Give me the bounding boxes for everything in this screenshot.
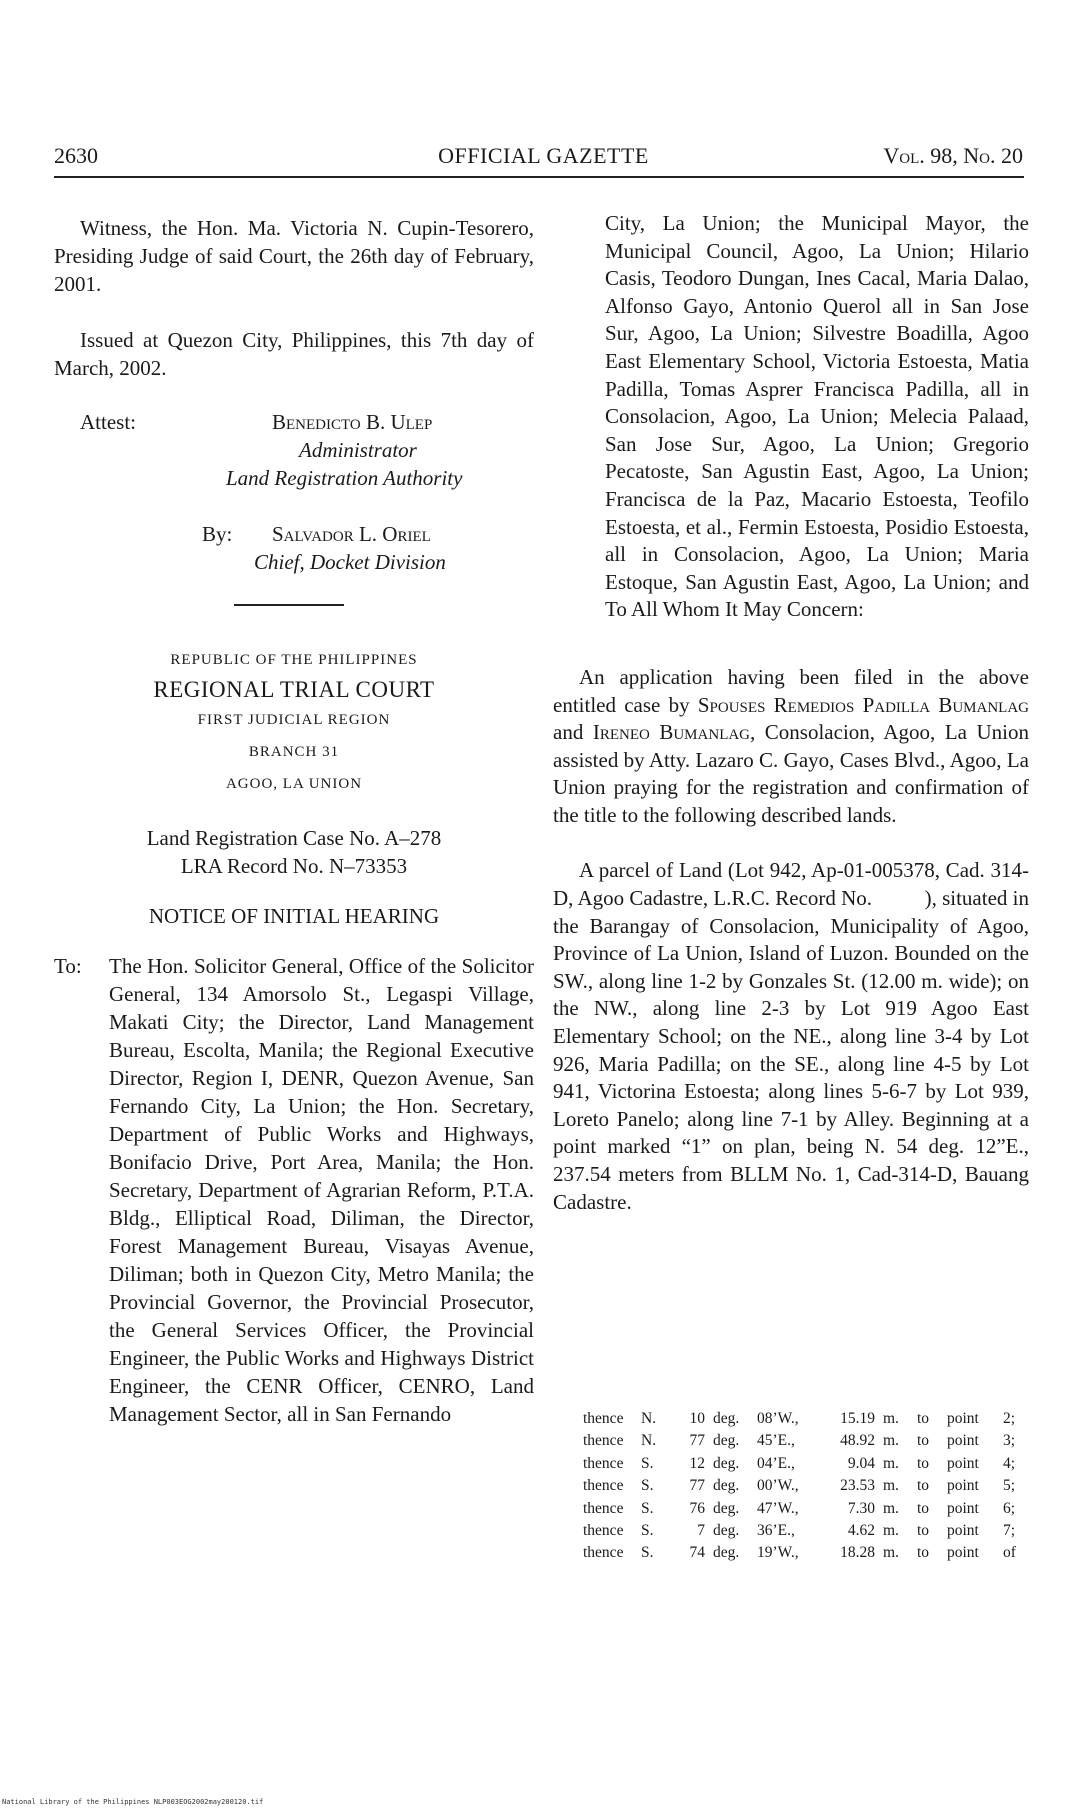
bearing-cell: to	[917, 1499, 930, 1517]
bearing-cell: to	[917, 1544, 930, 1562]
bearing-cell: S.	[641, 1522, 654, 1540]
bearing-cell: m.	[883, 1432, 899, 1450]
application-text-2: and	[553, 720, 593, 745]
application-paragraph	[553, 664, 1029, 830]
bearing-cell: m.	[883, 1477, 899, 1495]
lra-record-number: LRA Record No. N–73353	[180, 854, 408, 878]
applicant-name-2: Ireneo Bumanlag	[592, 720, 751, 745]
bearing-cell: 23.53	[840, 1477, 875, 1495]
case-numbers	[54, 824, 534, 880]
to-label: To:	[54, 954, 82, 978]
bearing-cell: 4;	[1003, 1454, 1016, 1472]
bearing-cell: 45’E.,	[757, 1432, 795, 1450]
bearing-cell: deg.	[713, 1454, 740, 1472]
bearing-cell: to	[917, 1410, 930, 1427]
bearing-cell: to	[917, 1454, 930, 1472]
bearing-cell: thence	[583, 1499, 624, 1517]
region-line: FIRST JUDICIAL REGION	[197, 712, 391, 728]
bearing-cell: 9.04	[847, 1454, 875, 1472]
place-line: AGOO, LA UNION	[225, 776, 363, 792]
bearing-cell: deg.	[713, 1522, 740, 1540]
bearing-cell: 36’E.,	[757, 1522, 795, 1540]
bearing-cell: 76	[689, 1499, 705, 1517]
bearing-cell: S.	[641, 1454, 654, 1472]
bearing-cell: 00’W.,	[757, 1477, 799, 1495]
bearing-cell: deg.	[713, 1499, 740, 1517]
attest-name: Benedicto B. Ulep	[272, 410, 433, 434]
bearing-cell: S.	[641, 1544, 654, 1562]
bearing-cell: 08’W.,	[757, 1410, 799, 1427]
parcel-description: A parcel of Land (Lot 942, Ap-01-005378, Cad. 314-D, Agoo Cadastre, L.R.C. Record No. ), situated in the Barangay of Consolacion, Municipality of Agoo, Province of La Union, Island of Luzon. Bounded on the SW., along line 1-2 by Gonzales St. (12.00 m. wide); on the NW., along line 2-3 by Lot 919 Agoo East Elementary School; on the NE., along line 3-4 by Lot 926, Maria Padilla; on the SE., along line 4-5 by Lot 941, Victorina Estoesta; along lines 5-6-7 by Lot 939, Loreto Panelo; along line 7-1 by Alley. Beginning at a point marked “1” on plan, being N. 54 deg. 12”E., 237.54 meters from BLLM No. 1, Cad-314-D, Bauang Cadastre.	[553, 858, 1035, 1214]
scan-footer: National Library of the Philippines NLP003EOG2002may200120.tif	[2, 1798, 264, 1806]
bearing-cell: to	[917, 1477, 930, 1495]
bearing-cell: point	[947, 1499, 979, 1517]
notice-title: NOTICE OF INITIAL HEARING	[148, 904, 440, 928]
bearing-cell: m.	[883, 1410, 899, 1427]
bearing-cell: 12	[689, 1454, 705, 1472]
bearing-cell: N.	[641, 1410, 657, 1427]
bearing-cell: m.	[883, 1544, 899, 1562]
bearing-cell: 18.28	[840, 1544, 875, 1562]
bearing-row	[583, 1430, 1033, 1452]
right-column	[553, 210, 1035, 1216]
bearing-row	[583, 1498, 1033, 1520]
bearing-cell: m.	[883, 1522, 899, 1540]
case-number: Land Registration Case No. A–278	[146, 826, 442, 850]
volume-number: Vol. 98, No. 20	[883, 143, 1023, 168]
bearing-cell: 5;	[1003, 1477, 1016, 1495]
attest-block	[54, 408, 534, 574]
bearing-cell: 4.62	[847, 1522, 875, 1540]
section-divider	[234, 604, 344, 606]
bearing-cell: thence	[583, 1432, 624, 1450]
application-text-1: An application having been filed in the above entitled case by	[553, 664, 1029, 717]
bearing-cell: N.	[641, 1432, 657, 1450]
bearing-cell: m.	[883, 1499, 899, 1517]
bearing-cell: to	[917, 1522, 930, 1540]
addressee-list: The Hon. Solicitor General, Office of the Solicitor General, 134 Amorsolo St., Legaspi Village, Makati City; the Director, Land Management Bureau, Escolta, Manila; the Regional Executive Director, Region I, DENR, Quezon Avenue, San Fernando City, La Union; the Hon. Secretary, Department of Public Works and Highways, Bonifacio Drive, Port Area, Manila; the Hon. Secretary, Department of Agrarian Reform, P.T.A. Bldg., Elliptical Road, Diliman, the Director, Forest Management Bureau, Visayas Avenue, Diliman; both in Quezon City, Metro Manila; the Provincial Governor, the Provincial Prosecutor, the General Services Officer, the Provincial Engineer, the Public Works and Highways District Engineer, the CENR Officer, CENRO, Land Management Sector, all in San Fernando	[109, 954, 534, 1426]
bearings-table	[583, 1408, 1033, 1565]
bearing-cell: 77	[689, 1432, 705, 1450]
by-label: By:	[202, 522, 233, 546]
bearing-cell: 7;	[1003, 1522, 1016, 1540]
witness-paragraph: Witness, the Hon. Ma. Victoria N. Cupin-Tesorero, Presiding Judge of said Court, the 26th day of February, 2001.	[54, 216, 534, 296]
republic-line: REPUBLIC OF THE PHILIPPINES	[170, 652, 418, 668]
bearing-cell: to	[917, 1432, 930, 1450]
header-rule	[54, 176, 1024, 178]
bearing-cell: 48.92	[840, 1432, 875, 1450]
court-heading	[54, 646, 534, 798]
bearing-cell: 47’W.,	[757, 1499, 799, 1517]
bearing-cell: thence	[583, 1454, 624, 1472]
attest-authority: Land Registration Authority	[226, 466, 463, 490]
bearing-cell: of	[1003, 1544, 1016, 1562]
bearing-cell: 3;	[1003, 1432, 1016, 1450]
gazette-title: OFFICIAL GAZETTE	[438, 143, 649, 168]
addressee-continuation: City, La Union; the Municipal Mayor, the Municipal Council, Agoo, La Union; Hilario Casis, Teodoro Dungan, Ines Cacal, Maria Dalao, Alfonso Gayo, Antonio Querol all in San Jose Sur, Agoo, La Union; Silvestre Boadilla, Agoo East Elementary School, Victoria Estoesta, Matia Padilla, Tomas Asprer Francisca Padilla, all in Consolacion, Agoo, La Union; Melecia Palaad, San Jose Sur, Agoo, La Union; Gregorio Pecatoste, San Agustin East, Agoo, La Union; Francisca de la Paz, Macario Estoesta, Teofilo Estoesta, et al., Fermin Estoesta, Posidio Estoesta, all in Consolacion, Agoo, La Union; Maria Estoque, San Agustin East, Agoo, La Union; and To All Whom It May Concern:	[605, 211, 1029, 622]
bearing-cell: 7	[697, 1522, 705, 1540]
bearing-cell: 2;	[1003, 1410, 1016, 1427]
addressee-block	[54, 952, 534, 1428]
bearing-row	[583, 1520, 1033, 1542]
bearing-cell: 04’E.,	[757, 1454, 795, 1472]
page-number: 2630	[54, 143, 98, 168]
application-text-3: , Consolacion, Agoo, La Union assisted by Atty. Lazaro C. Gayo, Cases Blvd., Agoo, La Union praying for the registration and confirmation of the title to the following described lands.	[553, 720, 1029, 827]
bearing-cell: 10	[689, 1410, 705, 1427]
by-name: Salvador L. Oriel	[272, 522, 431, 546]
bearing-cell: 15.19	[840, 1410, 875, 1427]
bearing-cell: thence	[583, 1522, 624, 1540]
bearing-cell: deg.	[713, 1477, 740, 1495]
bearing-cell: 19’W.,	[757, 1544, 799, 1562]
bearing-cell: S.	[641, 1499, 654, 1517]
attest-label: Attest:	[80, 410, 136, 434]
bearing-cell: point	[947, 1410, 979, 1427]
bearing-cell: thence	[583, 1410, 624, 1427]
attest-title: Administrator	[299, 438, 417, 462]
bearing-cell: thence	[583, 1477, 624, 1495]
court-name: REGIONAL TRIAL COURT	[153, 677, 435, 702]
bearing-cell: point	[947, 1544, 979, 1562]
left-column	[54, 214, 534, 1428]
bearing-cell: deg.	[713, 1432, 740, 1450]
bearing-cell: point	[947, 1454, 979, 1472]
by-title: Chief, Docket Division	[254, 550, 446, 574]
bearing-cell: deg.	[713, 1544, 740, 1562]
bearing-cell: 74	[689, 1544, 705, 1562]
bearing-row	[583, 1475, 1033, 1497]
branch-line: BRANCH 31	[248, 744, 340, 760]
applicant-names: Spouses Remedios Padilla Bumanlag	[697, 692, 1029, 717]
bearing-cell: 77	[689, 1477, 705, 1495]
bearing-cell: thence	[583, 1544, 624, 1562]
bearing-cell: point	[947, 1477, 979, 1495]
bearing-row	[583, 1453, 1033, 1475]
bearing-row	[583, 1408, 1033, 1430]
bearing-cell: 6;	[1003, 1499, 1016, 1517]
bearing-cell: point	[947, 1522, 979, 1540]
issued-paragraph: Issued at Quezon City, Philippines, this 7th day of March, 2002.	[54, 328, 534, 380]
bearing-row	[583, 1542, 1033, 1564]
bearing-cell: 7.30	[847, 1499, 875, 1517]
bearing-cell: S.	[641, 1477, 654, 1495]
bearing-cell: point	[947, 1432, 979, 1450]
bearing-cell: deg.	[713, 1410, 740, 1427]
bearing-cell: m.	[883, 1454, 899, 1472]
